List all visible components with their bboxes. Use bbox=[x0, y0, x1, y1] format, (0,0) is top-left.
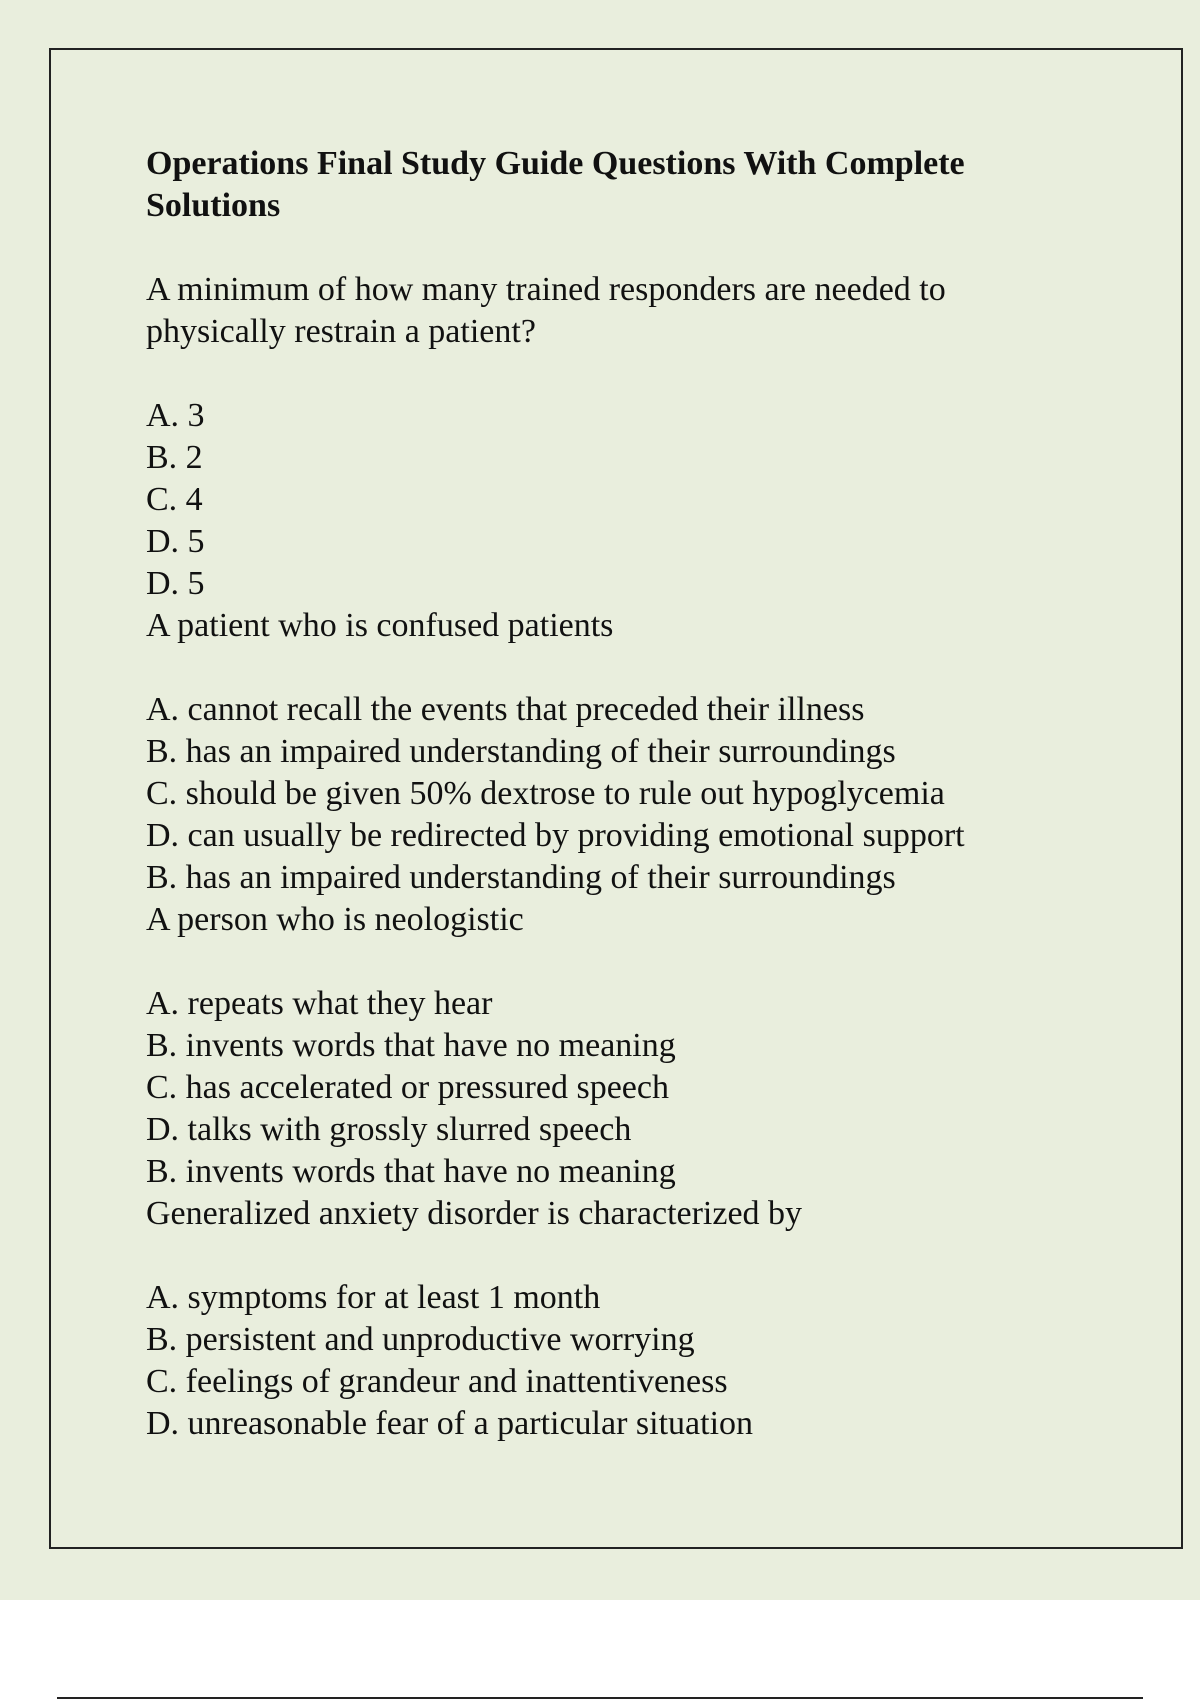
option-d: D. can usually be redirected by providing emotional support bbox=[146, 817, 965, 854]
document-title bbox=[146, 143, 1046, 227]
question-prompt bbox=[146, 605, 1046, 647]
option-d: D. talks with grossly slurred speech bbox=[146, 1111, 632, 1148]
option-d: D. unreasonable fear of a particular situation bbox=[146, 1405, 754, 1442]
question-1 bbox=[146, 269, 1046, 605]
option-a: A. 3 bbox=[146, 397, 205, 434]
option-d: D. 5 bbox=[146, 523, 205, 560]
title-line-1: Operations Final Study Guide Questions With Complete bbox=[146, 145, 965, 182]
option-a: A. symptoms for at least 1 month bbox=[146, 1279, 601, 1316]
option-c: C. should be given 50% dextrose to rule out hypoglycemia bbox=[146, 775, 945, 812]
option-a: A. repeats what they hear bbox=[146, 985, 493, 1022]
question-3 bbox=[146, 899, 1046, 1193]
answer: D. 5 bbox=[146, 565, 205, 602]
prompt-line: A person who is neologistic bbox=[146, 901, 524, 938]
title-line-2: Solutions bbox=[146, 187, 281, 224]
question-4 bbox=[146, 1193, 1046, 1445]
prompt-line: physically restrain a patient? bbox=[146, 313, 536, 350]
option-b: B. has an impaired understanding of their surroundings bbox=[146, 733, 896, 770]
option-c: C. has accelerated or pressured speech bbox=[146, 1069, 669, 1106]
question-prompt bbox=[146, 899, 1046, 941]
answer: B. has an impaired understanding of their surroundings bbox=[146, 859, 896, 896]
question-2 bbox=[146, 605, 1046, 899]
option-b: B. persistent and unproductive worrying bbox=[146, 1321, 695, 1358]
prompt-line: A minimum of how many trained responders are needed to bbox=[146, 271, 946, 308]
prompt-line: A patient who is confused patients bbox=[146, 607, 614, 644]
option-c: C. feelings of grandeur and inattentiveness bbox=[146, 1363, 728, 1400]
answer: B. invents words that have no meaning bbox=[146, 1153, 676, 1190]
option-b: B. invents words that have no meaning bbox=[146, 1027, 676, 1064]
prompt-line: Generalized anxiety disorder is characterized by bbox=[146, 1195, 803, 1232]
option-a: A. cannot recall the events that preceded their illness bbox=[146, 691, 865, 728]
option-b: B. 2 bbox=[146, 439, 203, 476]
document-content bbox=[146, 143, 1046, 1445]
option-c: C. 4 bbox=[146, 481, 203, 518]
question-prompt bbox=[146, 1193, 1046, 1235]
footer-rule bbox=[57, 1697, 1143, 1699]
question-prompt bbox=[146, 269, 1046, 353]
